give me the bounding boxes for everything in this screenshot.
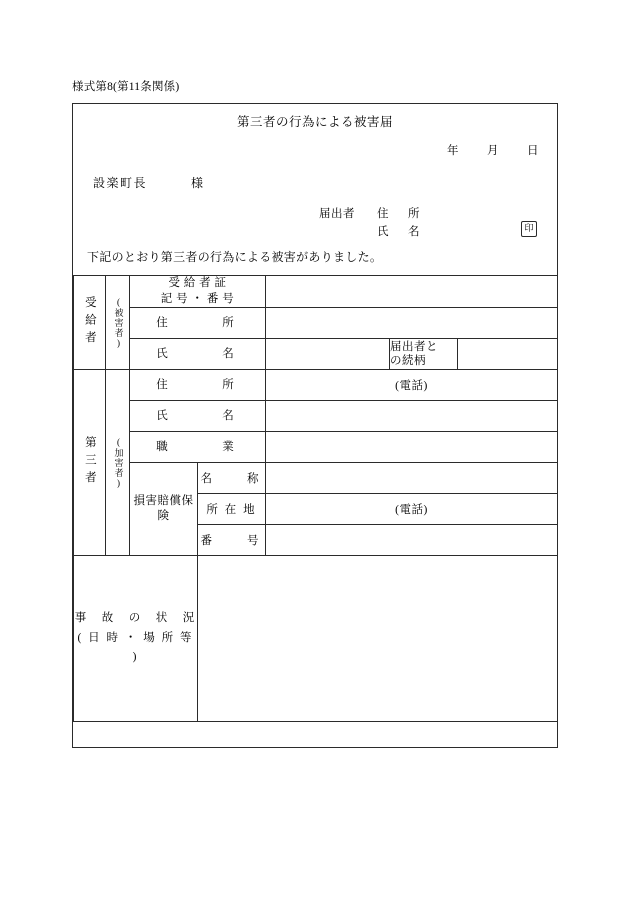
recipient-card-number-label: 受 給 者 証 記 号 ・ 番 号 bbox=[130, 276, 266, 308]
recipient-name-value[interactable] bbox=[266, 339, 390, 370]
submitter-label: 届出者 bbox=[319, 208, 355, 220]
thirdparty-vertical-sub: (加害者) bbox=[106, 370, 130, 556]
insurance-address-label: 所 在 地 bbox=[198, 494, 266, 525]
table-row bbox=[74, 339, 558, 370]
table-row bbox=[74, 432, 558, 463]
thirdparty-vertical-label: 第三者 bbox=[74, 370, 106, 556]
seal-icon: 印 bbox=[521, 221, 537, 237]
table-row bbox=[74, 308, 558, 339]
insurance-label: 損害賠償保険 bbox=[130, 463, 198, 556]
thirdparty-address-label: 住 所 bbox=[130, 370, 266, 401]
thirdparty-name-label: 氏 名 bbox=[130, 401, 266, 432]
date-line bbox=[447, 142, 539, 158]
recipient-address-value[interactable] bbox=[266, 308, 558, 339]
date-year-label: 年 bbox=[447, 145, 459, 157]
submitter-block bbox=[319, 204, 424, 240]
recipient-address-label: 住 所 bbox=[130, 308, 266, 339]
form-table bbox=[73, 275, 558, 722]
recipient-vertical-label: 受給者 bbox=[74, 276, 106, 370]
addressee bbox=[93, 174, 203, 191]
table-row bbox=[74, 276, 558, 308]
addressee-honorific: 様 bbox=[191, 176, 204, 190]
date-day-label: 日 bbox=[527, 145, 539, 157]
insurance-number-label: 番 号 bbox=[198, 525, 266, 556]
thirdparty-occupation-value[interactable] bbox=[266, 432, 558, 463]
recipient-vertical-sub: (被害者) bbox=[106, 276, 130, 370]
insurance-name-value[interactable] bbox=[266, 463, 558, 494]
date-month-label: 月 bbox=[487, 145, 499, 157]
thirdparty-address-value[interactable] bbox=[266, 370, 558, 401]
thirdparty-address-tel-note: (電話) bbox=[395, 380, 428, 393]
statement-text: 下記のとおり第三者の行為による被害がありました。 bbox=[87, 250, 383, 264]
recipient-relation-label: 届出者と の続柄 bbox=[390, 339, 458, 370]
submitter-name-label: 氏 名 bbox=[377, 226, 424, 238]
thirdparty-name-value[interactable] bbox=[266, 401, 558, 432]
addressee-name: 設楽町長 bbox=[93, 176, 148, 190]
form-outer-frame bbox=[72, 103, 558, 748]
table-row bbox=[74, 556, 558, 722]
recipient-relation-value[interactable] bbox=[458, 339, 558, 370]
insurance-name-label: 名 称 bbox=[198, 463, 266, 494]
submitter-address-label: 住 所 bbox=[377, 208, 424, 220]
situation-label bbox=[74, 556, 198, 722]
insurance-address-tel-note: (電話) bbox=[395, 504, 428, 517]
recipient-name-label: 氏 名 bbox=[130, 339, 266, 370]
situation-value[interactable] bbox=[198, 556, 558, 722]
situation-label-line1: 事 故 の 状 況 bbox=[74, 612, 197, 625]
form-number: 様式第8(第11条関係) bbox=[72, 81, 180, 93]
page-title: 第三者の行為による被害届 bbox=[236, 115, 393, 129]
situation-label-line2: ( 日 時 ・ 場 所 等 ) bbox=[77, 631, 194, 664]
table-row bbox=[74, 401, 558, 432]
table-row bbox=[74, 370, 558, 401]
insurance-address-value[interactable] bbox=[266, 494, 558, 525]
insurance-number-value[interactable] bbox=[266, 525, 558, 556]
table-row bbox=[74, 463, 558, 494]
thirdparty-occupation-label: 職 業 bbox=[130, 432, 266, 463]
recipient-card-number-value[interactable] bbox=[266, 276, 558, 308]
